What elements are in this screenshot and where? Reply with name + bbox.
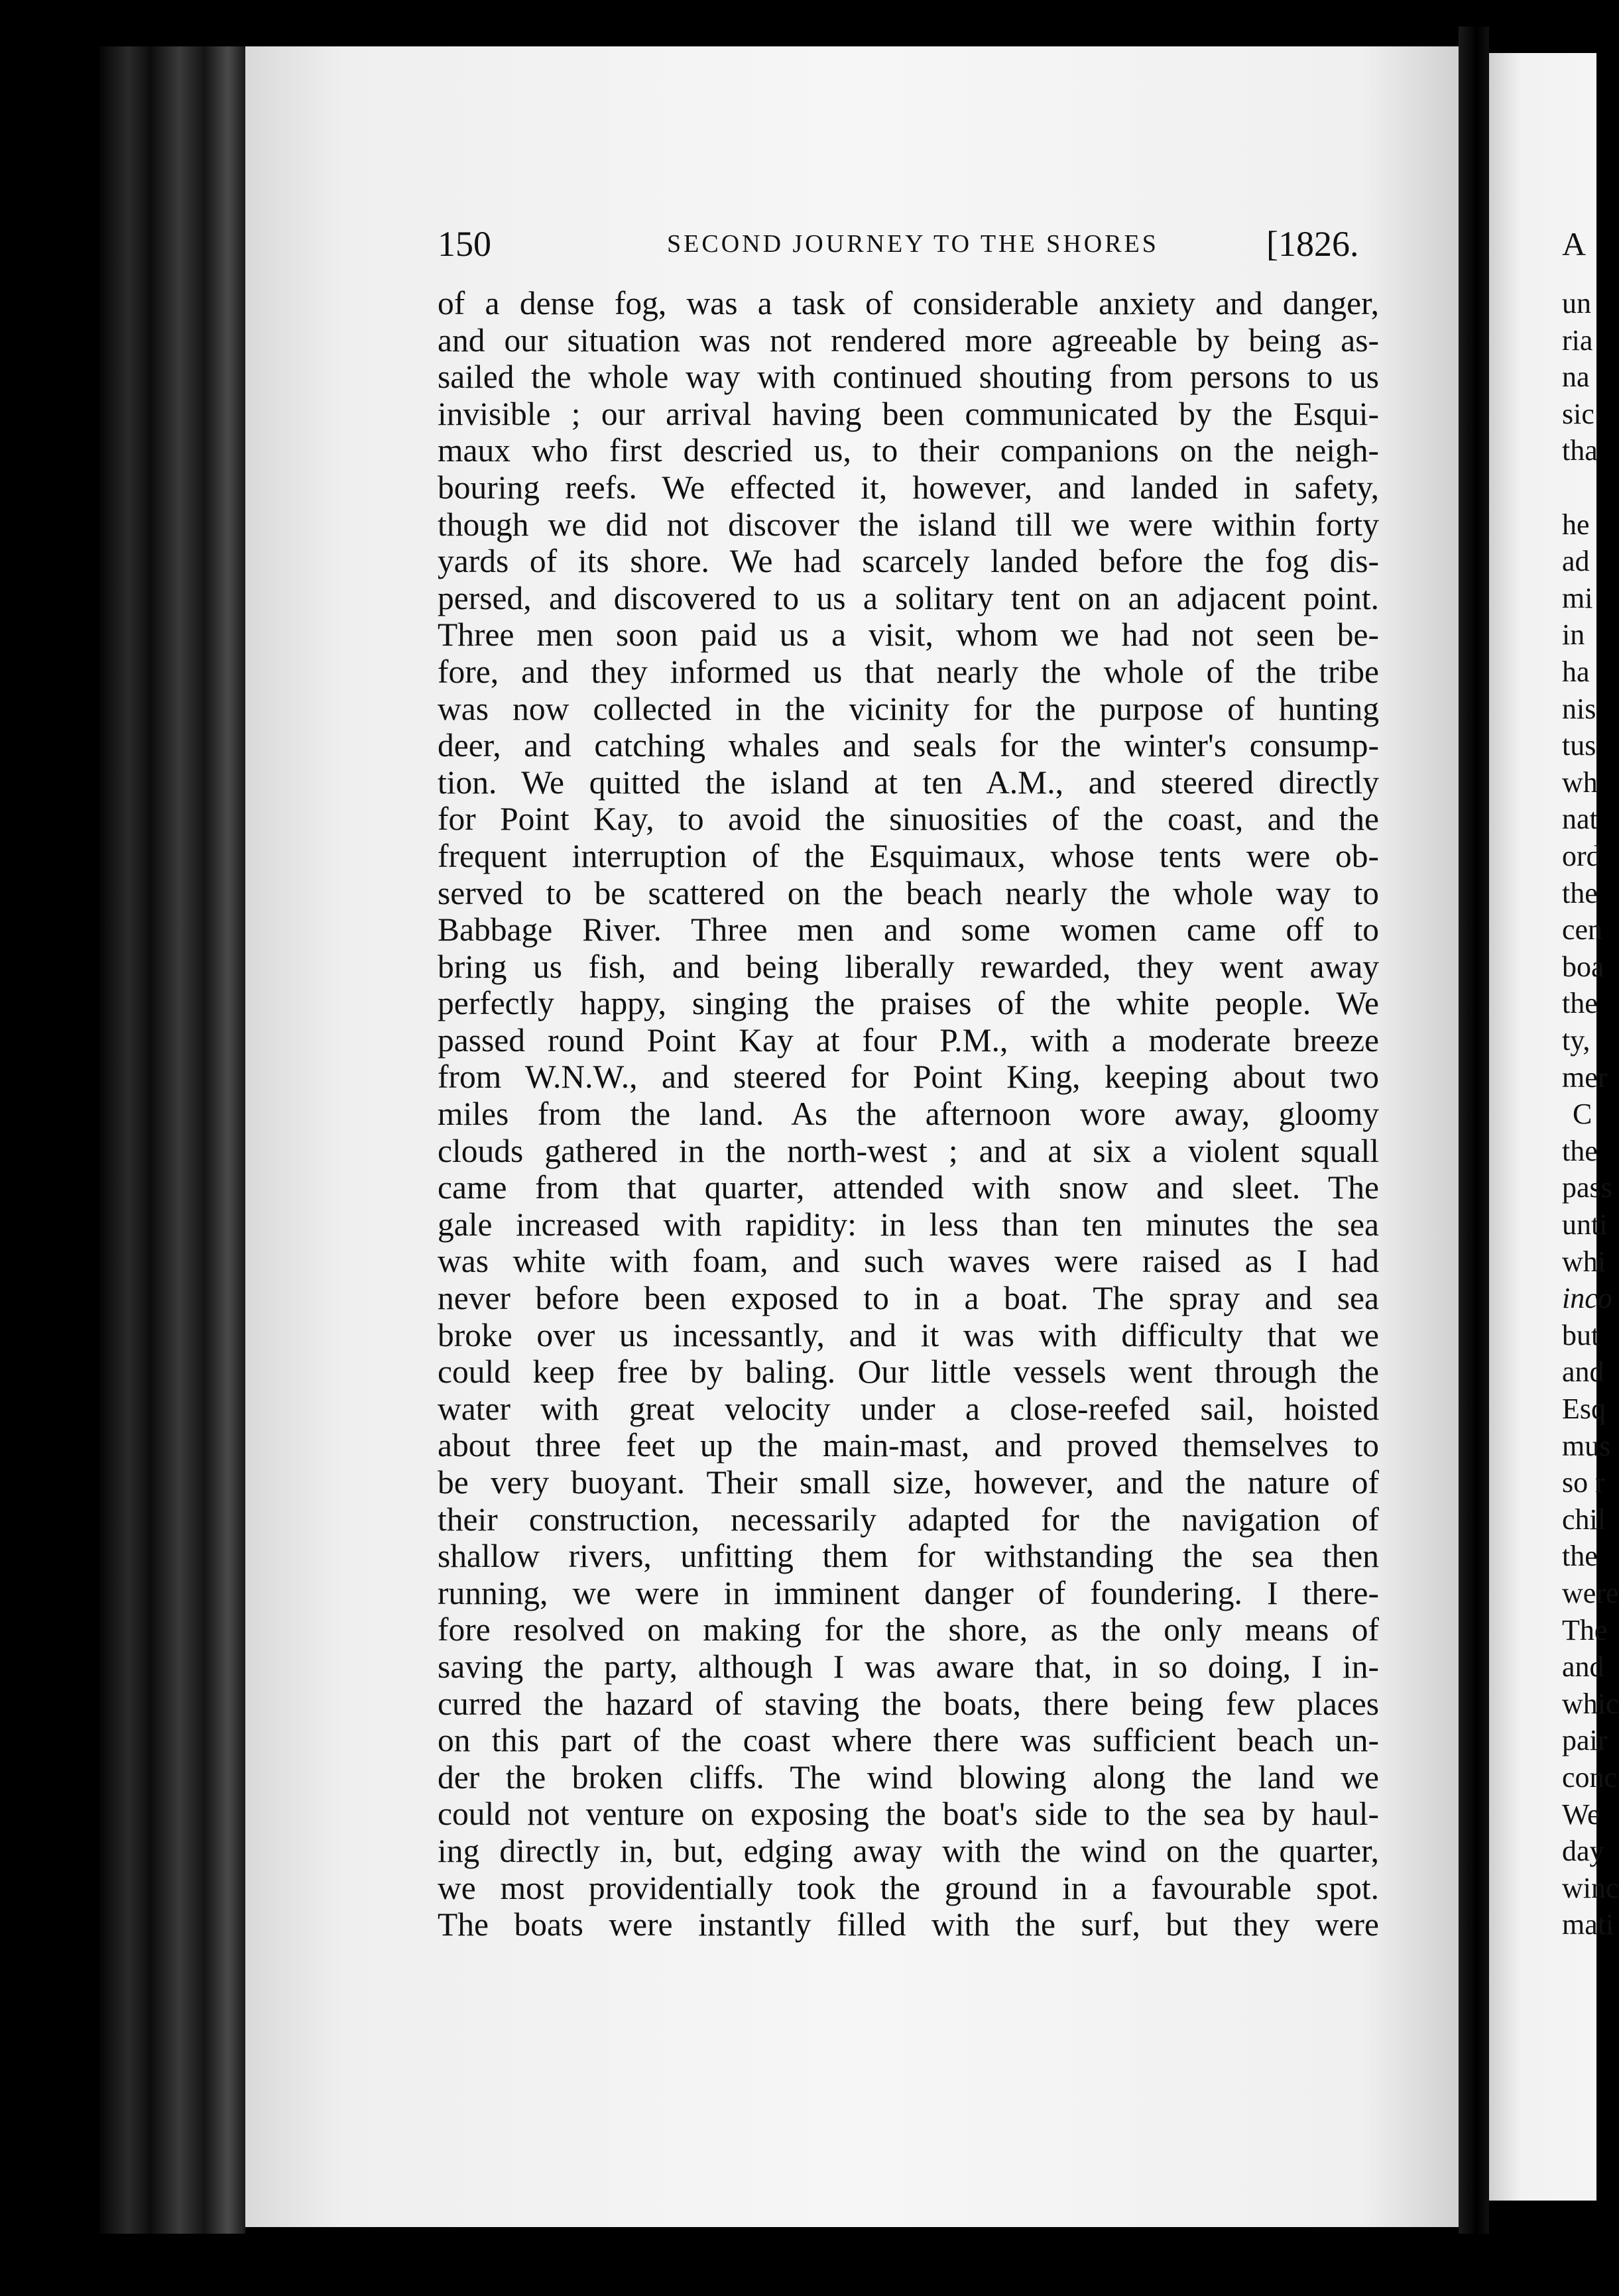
text-line: curred the hazard of staving the boats, there being few places <box>438 1685 1379 1722</box>
text-line: bring us fish, and being liberally rewarded, they went away <box>438 948 1379 985</box>
facing-page-line-fragment: ha <box>1562 656 1590 688</box>
facing-page-line-fragment: the <box>1562 876 1598 909</box>
text-line: passed round Point Kay at four P.M., with a moderate breeze <box>438 1021 1379 1059</box>
text-line: was now collected in the vicinity for the purpose of hunting <box>438 690 1379 727</box>
page-gutter <box>1459 27 1489 2234</box>
text-line: was white with foam, and such waves were raised as I had <box>438 1243 1379 1280</box>
facing-page-line-fragment: whic <box>1562 1687 1619 1720</box>
text-line: deer, and catching whales and seals for the winter's consump- <box>438 727 1379 764</box>
facing-page-line-fragment: he <box>1562 508 1590 541</box>
body-text <box>438 285 1379 1943</box>
text-line: saving the party, although I was aware that, in so doing, I in- <box>438 1648 1379 1685</box>
text-line: running, we were in imminent danger of foundering. I there- <box>438 1574 1379 1611</box>
facing-page-line-fragment: mi <box>1562 581 1593 614</box>
text-line: could not venture on exposing the boat's side to the sea by haul- <box>438 1796 1379 1833</box>
facing-page-line-fragment: tus <box>1562 729 1596 762</box>
facing-page-line-fragment: sic <box>1562 397 1594 430</box>
text-line: and our situation was not rendered more agreeable by being as- <box>438 321 1379 359</box>
facing-page-line-fragment: the <box>1562 1540 1598 1573</box>
text-line: sailed the whole way with continued shouting from persons to us <box>438 359 1379 396</box>
facing-page-line-fragment: ty, <box>1562 1024 1590 1057</box>
text-line: miles from the land. As the afternoon wore away, gloomy <box>438 1096 1379 1133</box>
facing-page-line-fragment: unti <box>1562 1208 1608 1241</box>
text-line: came from that quarter, attended with snow and sleet. The <box>438 1169 1379 1206</box>
facing-page-line-fragment: na <box>1562 361 1590 394</box>
facing-page-line-fragment: tha <box>1562 434 1598 467</box>
text-line: fore, and they informed us that nearly the whole of the tribe <box>438 653 1379 690</box>
facing-page-line-fragment: so r <box>1562 1466 1605 1499</box>
facing-page-line-fragment: day <box>1562 1835 1604 1868</box>
facing-page-line-fragment: boa <box>1562 950 1604 983</box>
text-line: yards of its shore. We had scarcely landed before the fog dis- <box>438 543 1379 580</box>
book-spine-edge <box>99 46 245 2234</box>
text-line: fore resolved on making for the shore, as the only means of <box>438 1611 1379 1648</box>
text-line: we most providentially took the ground in a favourable spot. <box>438 1869 1379 1906</box>
text-line: maux who first descried us, to their companions on the neigh- <box>438 432 1379 469</box>
facing-page-header-fragment: A <box>1562 225 1587 262</box>
text-line: on this part of the coast where there was sufficient beach un- <box>438 1722 1379 1759</box>
text-line: gale increased with rapidity: in less than ten minutes the sea <box>438 1206 1379 1243</box>
text-line: invisible ; our arrival having been communicated by the Esqui- <box>438 395 1379 432</box>
facing-page-line-fragment: The <box>1562 1613 1608 1646</box>
running-title: SECOND JOURNEY TO THE SHORES <box>667 230 1159 258</box>
text-line: of a dense fog, was a task of considerable anxiety and danger, <box>438 285 1379 321</box>
text-line: Babbage River. Three men and some women came off to <box>438 911 1379 948</box>
facing-page-line-fragment: whi <box>1562 1245 1606 1278</box>
facing-page-line-fragment: winc <box>1562 1871 1619 1904</box>
text-line: The boats were instantly filled with the surf, but they were <box>438 1906 1379 1943</box>
facing-page-line-fragment: but <box>1562 1318 1600 1351</box>
facing-page-line-fragment: mati <box>1562 1908 1614 1941</box>
text-line: though we did not discover the island till we were within forty <box>438 506 1379 543</box>
facing-page-line-fragment: C <box>1573 1098 1592 1131</box>
text-line: their construction, necessarily adapted for the navigation of <box>438 1501 1379 1538</box>
text-line: be very buoyant. Their small size, however, and the nature of <box>438 1464 1379 1501</box>
text-line: perfectly happy, singing the praises of the white people. We <box>438 985 1379 1022</box>
text-line: broke over us incessantly, and it was with difficulty that we <box>438 1316 1379 1353</box>
facing-page-line-fragment: nis <box>1562 692 1596 725</box>
facing-page-line-fragment: cen <box>1562 913 1603 947</box>
text-line: for Point Kay, to avoid the sinuosities of the coast, and the <box>438 801 1379 838</box>
text-line: bouring reefs. We effected it, however, and landed in safety, <box>438 469 1379 506</box>
facing-page-line-fragment: pass <box>1562 1171 1612 1204</box>
text-line: from W.N.W., and steered for Point King, keeping about two <box>438 1059 1379 1096</box>
text-line: Three men soon paid us a visit, whom we had not seen be- <box>438 616 1379 654</box>
facing-page-line-fragment: in <box>1562 618 1585 652</box>
text-line: ing directly in, but, edging away with the wind on the quarter, <box>438 1832 1379 1869</box>
facing-page-line-fragment: ria <box>1562 323 1593 357</box>
facing-page-line-fragment: un <box>1562 287 1591 319</box>
text-line: about three feet up the main-mast, and proved themselves to <box>438 1427 1379 1464</box>
text-line: water with great velocity under a close-reefed sail, hoisted <box>438 1390 1379 1427</box>
facing-page-line-fragment: ord <box>1562 840 1601 872</box>
facing-page-line-fragment: mus <box>1562 1429 1611 1462</box>
text-line: never before been exposed to in a boat. The spray and sea <box>438 1280 1379 1317</box>
facing-page-line-fragment: the <box>1562 1134 1598 1167</box>
text-line: clouds gathered in the north-west ; and at six a violent squall <box>438 1132 1379 1169</box>
text-line: could keep free by baling. Our little vessels went through the <box>438 1353 1379 1391</box>
facing-page-line-fragment: We <box>1562 1798 1600 1831</box>
facing-page-line-fragment: the <box>1562 987 1598 1020</box>
facing-page-line-fragment: conc <box>1562 1761 1618 1794</box>
text-line: persed, and discovered to us a solitary tent on an adjacent point. <box>438 579 1379 616</box>
text-line: served to be scattered on the beach nearly the whole way to <box>438 874 1379 911</box>
facing-page-line-fragment: Esq <box>1562 1393 1606 1425</box>
facing-page-line-fragment: and <box>1562 1355 1604 1389</box>
facing-page-line-fragment: were <box>1562 1577 1619 1609</box>
facing-page-line-fragment: wh <box>1562 766 1598 799</box>
facing-page-line-fragment: chil <box>1562 1503 1606 1536</box>
facing-page-line-fragment: ad <box>1562 545 1590 578</box>
facing-page-line-fragment: mer <box>1562 1061 1608 1094</box>
facing-page-line-fragment: nat <box>1562 803 1598 836</box>
text-line: der the broken cliffs. The wind blowing along the land we <box>438 1758 1379 1796</box>
facing-page-line-fragment: and <box>1562 1650 1604 1684</box>
text-line: frequent interruption of the Esquimaux, whose tents were ob- <box>438 837 1379 874</box>
page-number: 150 <box>438 224 491 264</box>
text-line: tion. We quitted the island at ten A.M., and steered directly <box>438 764 1379 801</box>
running-year: [1826. <box>1266 224 1359 264</box>
facing-page-line-fragment: pair <box>1562 1724 1608 1757</box>
text-line: shallow rivers, unfitting them for withstanding the sea then <box>438 1538 1379 1575</box>
facing-page-line-fragment: inco <box>1562 1282 1612 1315</box>
